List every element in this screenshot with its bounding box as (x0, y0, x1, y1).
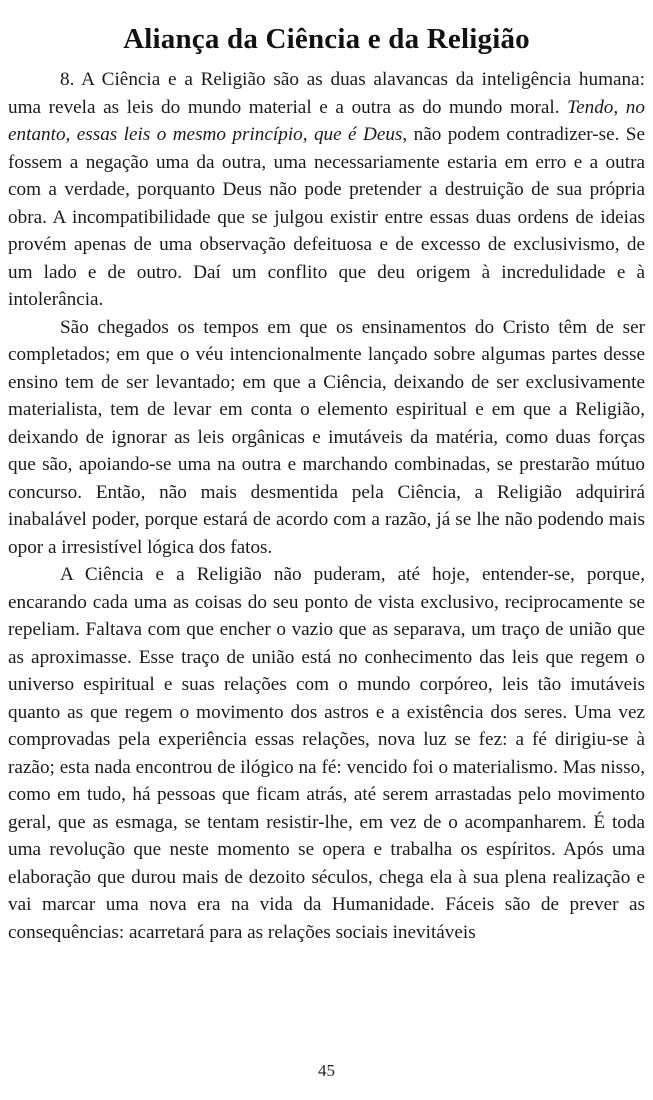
paragraph-3: A Ciência e a Religião não puderam, até hoje, entender-se, porque, encarando cada uma as coisas do seu ponto de vista exclusivo, reciprocamente se repeliam. Faltava com que encher o vazio que as separava, um traço de união que as aproximasse. Esse traço de união está no conhecimento das leis que regem o universo espiritual e suas relações com o mundo corpóreo, leis tão imutáveis quanto as que regem o movimento dos astros e a existência dos seres. Uma vez comprovadas pela experiência essas relações, nova luz se fez: a fé dirigiu-se à razão; esta nada encontrou de ilógico na fé: vencido foi o materialismo. Mas nisso, como em tudo, há pessoas que ficam atrás, até serem arrastadas pelo movimento geral, que as esmaga, se tentam resistir-lhe, em vez de o acompanharem. É toda uma revolução que neste momento se opera e trabalha os espíritos. Após uma elaboração que durou mais de dezoito séculos, chega ela à sua plena realização e vai marcar uma nova era na vida da Humanidade. Fáceis são de prever as consequências: acarretará para as relações sociais inevitáveis (8, 564, 645, 943)
page-number: 45 (318, 1061, 335, 1080)
paragraph-2: São chegados os tempos em que os ensinamentos do Cristo têm de ser completados; em que o véu intencionalmente lançado sobre algumas partes desse ensino tem de ser levantado; em que a Ciência, deixando de ser exclusivamente materialista, tem de levar em conta o elemento espiritual e em que a Religião, deixando de ignorar as leis orgânicas e imutáveis da matéria, como duas forças que são, apoiando-se uma na outra e marchando combinadas, se prestarão mútuo concurso. Então, não mais desmentida pela Ciência, a Religião adquirirá inabalável poder, porque estará de acordo com a razão, já se lhe não podendo mais opor a irresistível lógica dos fatos. (8, 316, 645, 558)
paragraph-8-lead: 8. A Ciência e a Religião são as duas alavancas da inteligência humana: uma revela as leis do mundo material e a outra as do mundo moral. (8, 69, 645, 118)
paragraph-8-rest: , não podem contradizer-se. Se fossem a negação uma da outra, uma necessariamente estaria em erro e a outra com a verdade, porquanto Deus não pode pretender a destruição de sua própria obra. A incompatibilidade que se julgou existir entre essas duas ordens de ideias provém apenas de uma observação defeituosa e de excesso de exclusivismo, de um lado e de outro. Daí um conflito que deu origem à incredulidade e à intolerância. (8, 124, 645, 310)
book-page (8, 0, 645, 1100)
chapter-title: Aliança da Ciência e da Religião (123, 23, 530, 55)
paragraph-8 (8, 66, 645, 314)
chapter-body (8, 66, 645, 946)
paragraph-8-italic-phrase: Tendo, no entanto, essas leis o mesmo princípio, que é Deus (8, 96, 645, 145)
